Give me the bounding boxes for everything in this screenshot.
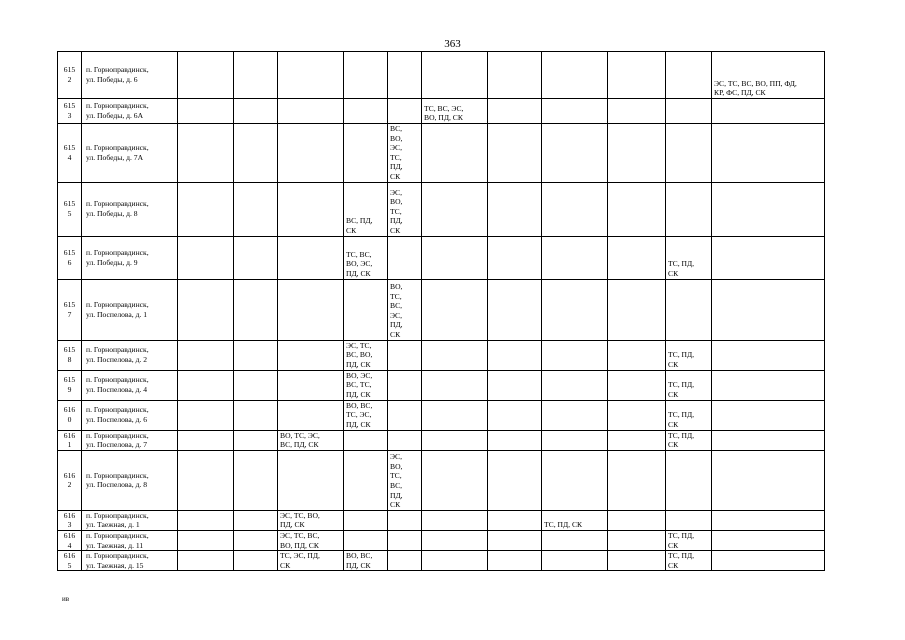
- service-cell: [178, 124, 234, 183]
- service-cell: [178, 551, 234, 571]
- service-cell: [178, 99, 234, 124]
- table-row: [58, 530, 825, 550]
- service-cell: [278, 430, 344, 450]
- service-codes: ЭС, ТС, ВС, ВО, ПД, СК: [280, 530, 320, 550]
- service-cell: [278, 124, 344, 183]
- address-cell: [82, 99, 178, 124]
- address-line: ул. Победы, д. 6А: [86, 111, 144, 120]
- address-cell: [82, 124, 178, 183]
- service-codes: ТС, ПД, СК: [668, 380, 695, 399]
- address-line: ул. Таежная, д. 1: [86, 520, 140, 530]
- service-codes: ЭС, ТС, ВО, ПД, СК: [280, 510, 320, 530]
- service-cell: [278, 510, 344, 530]
- service-cell: [488, 182, 542, 236]
- service-codes: ТС, ПД, СК: [668, 530, 695, 550]
- service-cell: [388, 279, 422, 340]
- service-cell: [388, 551, 422, 571]
- service-cell: [542, 182, 608, 236]
- row-number-part: 5: [67, 209, 72, 219]
- service-codes: ТС, ПД, СК: [668, 259, 695, 278]
- service-cell: [344, 430, 388, 450]
- row-number: [58, 430, 82, 450]
- service-cell: [712, 279, 825, 340]
- service-cell: [178, 430, 234, 450]
- address-line: п. Горноправдинск,: [86, 199, 149, 209]
- service-cell: [234, 530, 278, 550]
- address-line: ул. Поспелова, д. 6: [86, 415, 148, 425]
- service-cell: [712, 430, 825, 450]
- address-cell: [82, 551, 178, 571]
- row-number: [58, 236, 82, 279]
- address-line: ул. Поспелова, д. 8: [86, 480, 148, 490]
- address-line: п. Горноправдинск,: [86, 143, 149, 153]
- service-cell: [388, 510, 422, 530]
- service-cell: [344, 340, 388, 370]
- service-codes: ТС, ЭС, ПД, СК: [280, 551, 320, 570]
- row-number-part: 616: [63, 470, 76, 480]
- address-line: ул. Победы, д. 8: [86, 209, 138, 219]
- service-cell: [422, 510, 488, 530]
- service-cell: [488, 52, 542, 99]
- service-cell: [712, 340, 825, 370]
- service-cell: [488, 400, 542, 430]
- service-cell: [388, 400, 422, 430]
- service-codes: ТС, ПД, СК: [668, 350, 695, 369]
- address-line: ул. Победы, д. 9: [86, 257, 138, 267]
- service-codes: ТС, ПД, СК: [668, 410, 695, 429]
- service-cell: [712, 52, 825, 99]
- service-cell: [608, 182, 666, 236]
- service-cell: [278, 279, 344, 340]
- service-cell: [666, 400, 712, 430]
- service-cell: [666, 510, 712, 530]
- table-row: [58, 279, 825, 340]
- row-number-part: 4: [67, 152, 72, 162]
- service-cell: [608, 279, 666, 340]
- address-line: ул. Поспелова, д. 7: [86, 440, 148, 450]
- service-cell: [422, 340, 488, 370]
- service-cell: [712, 182, 825, 236]
- service-cell: [178, 182, 234, 236]
- table-row: [58, 370, 825, 400]
- service-cell: [712, 510, 825, 530]
- service-cell: [488, 450, 542, 510]
- address-cell: [82, 236, 178, 279]
- row-number-part: 3: [67, 520, 72, 530]
- service-cell: [608, 510, 666, 530]
- address-line: п. Горноправдинск,: [86, 510, 149, 520]
- address-line: п. Горноправдинск,: [86, 551, 149, 561]
- service-cell: [712, 400, 825, 430]
- service-cell: [234, 450, 278, 510]
- service-cell: [234, 370, 278, 400]
- service-cell: [234, 182, 278, 236]
- address-cell: [82, 340, 178, 370]
- service-cell: [608, 124, 666, 183]
- service-cell: [344, 370, 388, 400]
- row-number: [58, 99, 82, 124]
- service-cell: [666, 124, 712, 183]
- service-cell: [712, 99, 825, 124]
- service-cell: [388, 52, 422, 99]
- service-cell: [488, 510, 542, 530]
- row-number-part: 615: [63, 143, 76, 153]
- row-number: [58, 340, 82, 370]
- service-cell: [712, 530, 825, 550]
- row-number-part: 615: [63, 199, 76, 209]
- service-cell: [344, 124, 388, 183]
- service-codes: ТС, ВС, ВО, ЭС, ПД, СК: [346, 249, 373, 278]
- row-number: [58, 530, 82, 550]
- row-number-part: 615: [63, 65, 76, 75]
- service-cell: [422, 551, 488, 571]
- service-codes: ТС, ВС, ЭС, ВО, ПД, СК: [424, 103, 464, 123]
- service-codes: ВС, ВО, ЭС, ТС, ПД, СК: [390, 124, 403, 181]
- service-cell: [712, 124, 825, 183]
- address-cell: [82, 450, 178, 510]
- service-cell: [666, 236, 712, 279]
- service-cell: [178, 450, 234, 510]
- service-cell: [666, 530, 712, 550]
- address-cell: [82, 510, 178, 530]
- address-cell: [82, 182, 178, 236]
- service-cell: [234, 400, 278, 430]
- address-line: ул. Победы, д. 7А: [86, 152, 144, 162]
- footer-mark: ив: [62, 595, 70, 603]
- table-row: [58, 182, 825, 236]
- row-number-part: 615: [63, 375, 76, 385]
- service-cell: [234, 99, 278, 124]
- service-cell: [388, 530, 422, 550]
- address-cell: [82, 52, 178, 99]
- address-line: ул. Таежная, д. 11: [86, 540, 144, 550]
- row-number-part: 616: [63, 530, 76, 540]
- registry-body: [58, 52, 825, 571]
- row-number: [58, 510, 82, 530]
- service-cell: [422, 279, 488, 340]
- table-row: [58, 52, 825, 99]
- address-cell: [82, 400, 178, 430]
- address-line: ул. Таежная, д. 15: [86, 560, 144, 570]
- row-number-part: 616: [63, 430, 76, 440]
- service-cell: [234, 551, 278, 571]
- service-cell: [234, 52, 278, 99]
- service-cell: [422, 182, 488, 236]
- service-cell: [542, 530, 608, 550]
- address-line: ул. Победы, д. 6: [86, 75, 138, 84]
- service-codes: ВС, ПД, СК: [346, 216, 373, 235]
- service-cell: [278, 99, 344, 124]
- service-cell: [344, 530, 388, 550]
- service-cell: [608, 370, 666, 400]
- row-number-part: 5: [67, 560, 72, 570]
- service-cell: [666, 551, 712, 571]
- service-cell: [666, 99, 712, 124]
- row-number-part: 8: [67, 355, 72, 365]
- service-cell: [344, 551, 388, 571]
- service-cell: [278, 530, 344, 550]
- service-cell: [712, 450, 825, 510]
- address-cell: [82, 370, 178, 400]
- service-codes: ВО, ВС, ПД, СК: [346, 551, 373, 570]
- service-cell: [542, 510, 608, 530]
- row-number-part: 615: [63, 299, 76, 309]
- row-number-part: 615: [63, 345, 76, 355]
- row-number: [58, 400, 82, 430]
- service-cell: [666, 182, 712, 236]
- service-cell: [542, 430, 608, 450]
- row-number: [58, 124, 82, 183]
- address-line: п. Горноправдинск,: [86, 430, 149, 440]
- service-cell: [344, 450, 388, 510]
- service-cell: [422, 124, 488, 183]
- row-number-part: 4: [67, 540, 72, 550]
- row-number-part: 6: [67, 257, 72, 267]
- address-line: п. Горноправдинск,: [86, 299, 149, 309]
- service-cell: [178, 510, 234, 530]
- service-codes: ТС, ПД, СК: [668, 551, 695, 570]
- service-cell: [388, 450, 422, 510]
- row-number: [58, 551, 82, 571]
- service-cell: [234, 124, 278, 183]
- row-number-part: 616: [63, 551, 76, 561]
- service-cell: [344, 400, 388, 430]
- service-cell: [542, 279, 608, 340]
- service-cell: [488, 124, 542, 183]
- row-number-part: 615: [63, 101, 76, 111]
- service-cell: [388, 182, 422, 236]
- row-number-part: 3: [67, 111, 72, 120]
- service-cell: [344, 99, 388, 124]
- service-cell: [608, 450, 666, 510]
- service-cell: [488, 370, 542, 400]
- service-cell: [388, 124, 422, 183]
- service-codes: ЭС, ТС, ВС, ВО, ПД, СК: [346, 340, 373, 369]
- service-cell: [712, 370, 825, 400]
- service-cell: [608, 400, 666, 430]
- service-cell: [488, 340, 542, 370]
- service-cell: [542, 236, 608, 279]
- row-number-part: 0: [67, 415, 72, 425]
- service-codes: ТС, ПД, СК: [668, 430, 695, 450]
- service-cell: [344, 510, 388, 530]
- registry-table: [57, 51, 825, 571]
- row-number-part: 1: [67, 440, 72, 450]
- service-cell: [666, 370, 712, 400]
- table-row: [58, 510, 825, 530]
- service-cell: [542, 340, 608, 370]
- row-number-part: 2: [67, 75, 72, 84]
- row-number-part: 7: [67, 309, 72, 319]
- row-number-part: 2: [67, 480, 72, 490]
- service-cell: [542, 124, 608, 183]
- service-cell: [178, 400, 234, 430]
- page-number: 363: [444, 38, 461, 50]
- service-cell: [344, 52, 388, 99]
- service-cell: [488, 530, 542, 550]
- service-cell: [388, 430, 422, 450]
- service-cell: [666, 52, 712, 99]
- service-cell: [388, 236, 422, 279]
- address-line: п. Горноправдинск,: [86, 101, 149, 111]
- table-row: [58, 450, 825, 510]
- address-line: ул. Поспелова, д. 4: [86, 385, 148, 395]
- row-number: [58, 182, 82, 236]
- row-number: [58, 370, 82, 400]
- service-cell: [542, 99, 608, 124]
- address-line: п. Горноправдинск,: [86, 375, 149, 385]
- service-cell: [608, 551, 666, 571]
- service-cell: [178, 370, 234, 400]
- address-line: п. Горноправдинск,: [86, 470, 149, 480]
- service-codes: ВО, ТС, ВС, ЭС, ПД, СК: [390, 282, 403, 339]
- service-cell: [344, 236, 388, 279]
- service-codes: ЭС, ВО, ТС, ПД, СК: [390, 187, 403, 235]
- service-codes: ВО, ЭС, ВС, ТС, ПД, СК: [346, 370, 373, 399]
- service-cell: [666, 279, 712, 340]
- service-cell: [178, 52, 234, 99]
- table-row: [58, 430, 825, 450]
- service-cell: [422, 99, 488, 124]
- row-number-part: 616: [63, 510, 76, 520]
- service-cell: [178, 236, 234, 279]
- row-number: [58, 279, 82, 340]
- table-row: [58, 551, 825, 571]
- service-codes: ТС, ПД, СК: [544, 520, 583, 530]
- table-row: [58, 400, 825, 430]
- address-cell: [82, 279, 178, 340]
- service-cell: [488, 279, 542, 340]
- service-cell: [422, 400, 488, 430]
- service-cell: [344, 182, 388, 236]
- service-cell: [278, 370, 344, 400]
- address-cell: [82, 430, 178, 450]
- service-cell: [542, 370, 608, 400]
- service-cell: [388, 99, 422, 124]
- service-cell: [488, 99, 542, 124]
- service-cell: [234, 236, 278, 279]
- address-cell: [82, 530, 178, 550]
- row-number: [58, 52, 82, 99]
- service-cell: [542, 400, 608, 430]
- service-cell: [608, 530, 666, 550]
- service-cell: [278, 450, 344, 510]
- address-line: п. Горноправдинск,: [86, 247, 149, 257]
- service-cell: [278, 236, 344, 279]
- service-cell: [666, 340, 712, 370]
- row-number-part: 9: [67, 385, 72, 395]
- table-row: [58, 124, 825, 183]
- service-codes: ЭС, ВО, ТС, ВС, ПД, СК: [390, 452, 403, 510]
- service-cell: [178, 340, 234, 370]
- service-cell: [388, 340, 422, 370]
- address-line: ул. Поспелова, д. 2: [86, 355, 148, 365]
- service-cell: [178, 279, 234, 340]
- service-cell: [344, 279, 388, 340]
- service-cell: [712, 551, 825, 571]
- service-codes: ВО, ТС, ЭС, ВС, ПД, СК: [280, 430, 320, 450]
- service-cell: [608, 430, 666, 450]
- service-cell: [278, 551, 344, 571]
- service-codes: ЭС, ТС, ВС, ВО, ПП, ФД, КР, ФС, ПД, СК: [714, 78, 797, 98]
- table-row: [58, 236, 825, 279]
- service-cell: [234, 340, 278, 370]
- service-cell: [666, 450, 712, 510]
- service-cell: [278, 52, 344, 99]
- row-number-part: 616: [63, 405, 76, 415]
- service-cell: [542, 52, 608, 99]
- service-cell: [542, 450, 608, 510]
- service-cell: [488, 236, 542, 279]
- service-cell: [666, 430, 712, 450]
- service-cell: [422, 236, 488, 279]
- row-number: [58, 450, 82, 510]
- service-cell: [542, 551, 608, 571]
- address-line: п. Горноправдинск,: [86, 345, 149, 355]
- address-line: ул. Поспелова, д. 1: [86, 309, 148, 319]
- service-cell: [388, 370, 422, 400]
- service-codes: ВО, ВС, ТС, ЭС, ПД, СК: [346, 400, 373, 429]
- service-cell: [608, 236, 666, 279]
- service-cell: [234, 279, 278, 340]
- service-cell: [422, 450, 488, 510]
- service-cell: [422, 430, 488, 450]
- service-cell: [278, 340, 344, 370]
- address-line: п. Горноправдинск,: [86, 530, 149, 540]
- address-line: п. Горноправдинск,: [86, 65, 149, 75]
- service-cell: [608, 99, 666, 124]
- address-line: п. Горноправдинск,: [86, 405, 149, 415]
- service-cell: [178, 530, 234, 550]
- service-cell: [422, 370, 488, 400]
- service-cell: [608, 340, 666, 370]
- service-cell: [422, 530, 488, 550]
- service-cell: [488, 430, 542, 450]
- service-cell: [422, 52, 488, 99]
- row-number-part: 615: [63, 247, 76, 257]
- service-cell: [608, 52, 666, 99]
- service-cell: [278, 400, 344, 430]
- service-cell: [488, 551, 542, 571]
- service-cell: [234, 430, 278, 450]
- service-cell: [278, 182, 344, 236]
- table-row: [58, 99, 825, 124]
- service-cell: [712, 236, 825, 279]
- table-row: [58, 340, 825, 370]
- service-cell: [234, 510, 278, 530]
